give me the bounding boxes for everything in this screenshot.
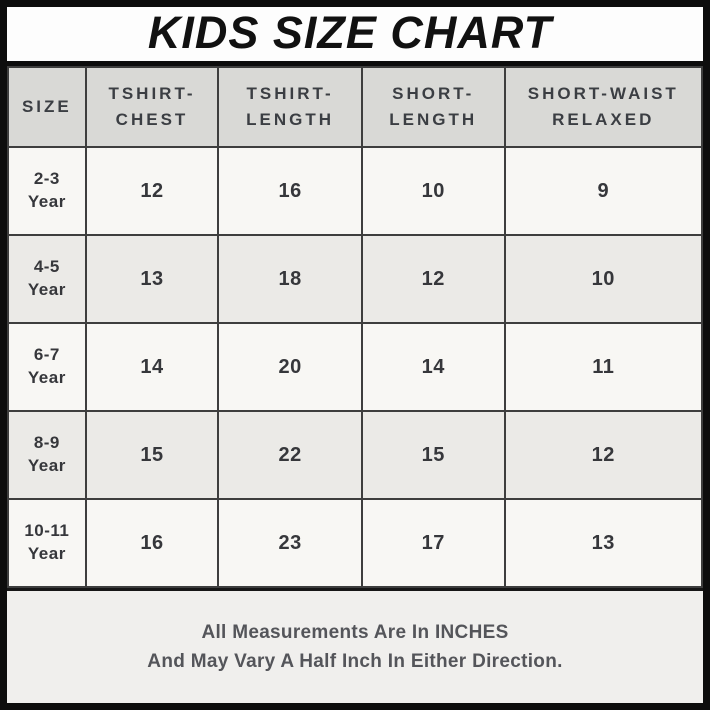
cell-value: 10	[362, 147, 505, 235]
cell-value: 13	[86, 235, 219, 323]
cell-value: 12	[86, 147, 219, 235]
cell-value: 12	[505, 411, 702, 499]
page-title: KIDS SIZE CHART	[147, 7, 553, 58]
col-header-short-length: SHORT- LENGTH	[362, 67, 505, 147]
footer-line-1: All Measurements Are In INCHES	[201, 621, 509, 643]
row-size-label: 2-3 Year	[8, 147, 86, 235]
cell-value: 9	[505, 147, 702, 235]
table-header	[8, 67, 702, 147]
size-table	[7, 66, 703, 588]
cell-value: 14	[86, 323, 219, 411]
row-size-label: 10-11 Year	[8, 499, 86, 587]
cell-value: 18	[218, 235, 362, 323]
cell-value: 20	[218, 323, 362, 411]
col-header-tshirt-length: TSHIRT- LENGTH	[218, 67, 362, 147]
size-chart-sheet	[7, 7, 703, 703]
row-size-label: 4-5 Year	[8, 235, 86, 323]
cell-value: 16	[86, 499, 219, 587]
cell-value: 16	[218, 147, 362, 235]
cell-value: 12	[362, 235, 505, 323]
cell-value: 22	[218, 411, 362, 499]
col-header-size: SIZE	[8, 67, 86, 147]
header-row	[8, 67, 702, 147]
cell-value: 15	[86, 411, 219, 499]
table-row	[8, 147, 702, 235]
col-header-tshirt-chest: TSHIRT- CHEST	[86, 67, 219, 147]
footer-line-2: And May Vary A Half Inch In Either Direction.	[147, 650, 563, 672]
cell-value: 15	[362, 411, 505, 499]
row-size-label: 6-7 Year	[8, 323, 86, 411]
cell-value: 13	[505, 499, 702, 587]
title-band	[7, 7, 703, 66]
cell-value: 11	[505, 323, 702, 411]
cell-value: 14	[362, 323, 505, 411]
cell-value: 17	[362, 499, 505, 587]
cell-value: 23	[218, 499, 362, 587]
table-row	[8, 499, 702, 587]
table-row	[8, 411, 702, 499]
footer-note	[7, 588, 703, 703]
cell-value: 10	[505, 235, 702, 323]
col-header-short-waist-relaxed: SHORT-WAIST RELAXED	[505, 67, 702, 147]
table-body	[8, 147, 702, 587]
table-row	[8, 235, 702, 323]
table-row	[8, 323, 702, 411]
row-size-label: 8-9 Year	[8, 411, 86, 499]
